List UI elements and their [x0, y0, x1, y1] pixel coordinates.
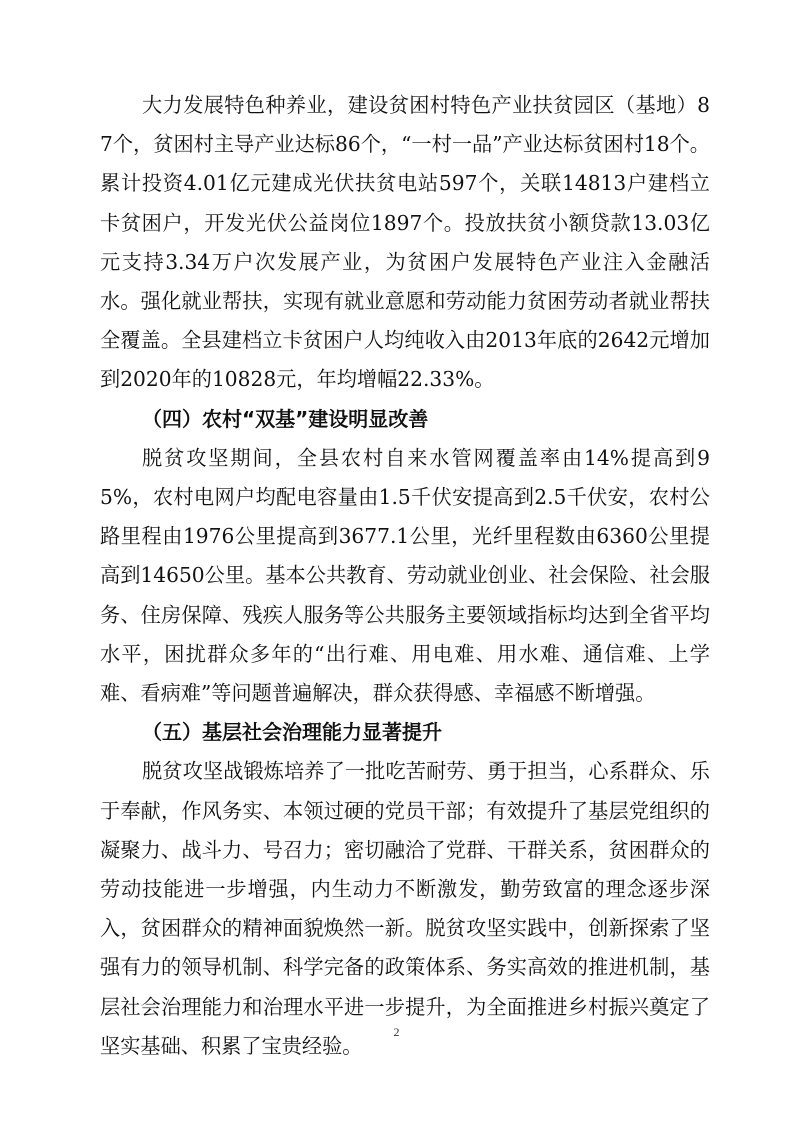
section-heading-grassroots-governance: （五）基层社会治理能力显著提升: [142, 720, 442, 745]
paragraph-specialty-industries: 大力发展特色种养业，建设贫困村特色产业扶贫园区（基地）87个，贫困村主导产业达标86个，“一村一品”产业达标贫困村18个。累计投资4.01亿元建成光伏扶贫电站597个，关联14813户建档立卡贫困户，开发光伏公益岗位1897个。投放扶贫小额贷款13.03亿元支持3.34万户次发展产业，为贫困户发展特色产业注入金融活水。强化就业帮扶，实现有就业意愿和劳动能力贫困劳动者就业帮扶全覆盖。全县建档立卡贫困户人均纯收入由2013年底的2642元增加到2020年的10828元，年均增幅22.33%。: [100, 93, 710, 392]
page-number: 2: [393, 1025, 400, 1039]
paragraph-rural-infrastructure: 脱贫攻坚期间，全县农村自来水管网覆盖率由14%提高到95%，农村电网户均配电容量由1.5千伏安提高到2.5千伏安，农村公路里程由1976公里提高到3677.1公里，光纤里程数由6360公里提高到14650公里。基本公共教育、劳动就业创业、社会保险、社会服务、住房保障、残疾人服务等公共服务主要领域指标均达到全省平均水平，困扰群众多年的“出行难、用电难、用水难、通信难、上学难、看病难”等问题普遍解决，群众获得感、幸福感不断增强。: [100, 445, 710, 706]
document-body: [100, 86, 710, 1066]
section-heading-rural-infrastructure: （四）农村“双基”建设明显改善: [142, 406, 429, 431]
paragraph-grassroots-governance: 脱贫攻坚战锻炼培养了一批吃苦耐劳、勇于担当，心系群众、乐于奉献，作风务实、本领过硬的党员干部；有效提升了基层党组织的凝聚力、战斗力、号召力；密切融洽了党群、干群关系，贫困群众的劳动技能进一步增强，内生动力不断激发，勤劳致富的理念逐步深入，贫困群众的精神面貌焕然一新。脱贫攻坚实践中，创新探索了坚强有力的领导机制、科学完备的政策体系、务实高效的推进机制，基层社会治理能力和治理水平进一步提升，为全面推进乡村振兴奠定了坚实基础、积累了宝贵经验。: [100, 759, 710, 1058]
